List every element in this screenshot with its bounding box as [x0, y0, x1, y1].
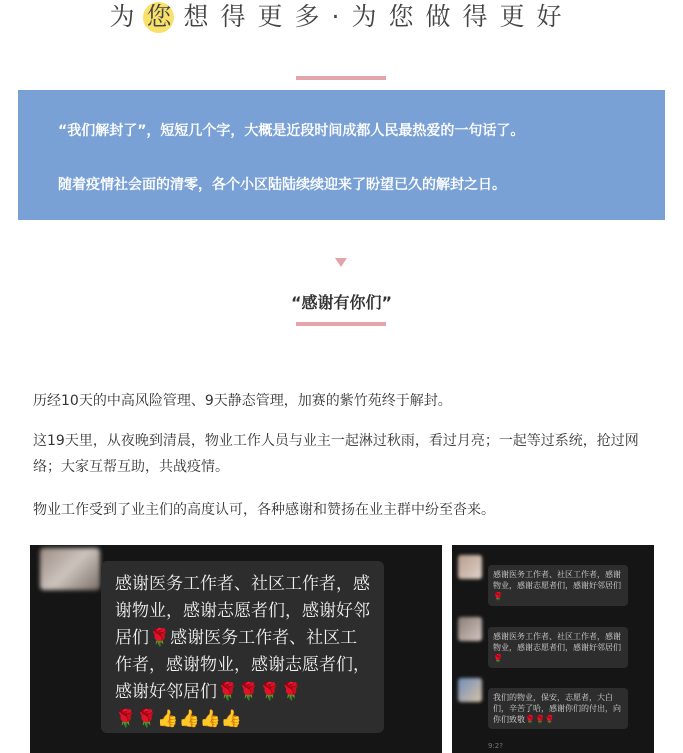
intro-line-2: 随着疫情社会面的清零，各个小区陆陆续续迎来了盼望已久的解封之日。: [58, 177, 506, 193]
slogan-highlight-char: 您: [146, 2, 184, 31]
divider-top: [296, 76, 386, 80]
avatar: [458, 555, 482, 579]
intro-line-1: “我们解封了”，短短几个字，大概是近段时间成都人民最热爱的一句话了。: [58, 123, 525, 139]
chat-message: 感谢医务工作者、社区工作者，感谢物业，感谢志愿者们，感谢好邻居们🌹: [493, 570, 621, 601]
chat-screenshot-right: [452, 545, 654, 753]
timestamp: 9:2?: [488, 742, 503, 750]
chat-message: 感谢医务工作者、社区工作者，感谢物业，感谢志愿者们，感谢好邻居们🌹感谢医务工作者、社区工作者，感谢物业，感谢志愿者们，感谢好邻居们🌹🌹🌹🌹: [115, 574, 370, 702]
divider-section: [296, 322, 386, 326]
chat-bubble: [488, 627, 628, 668]
avatar: [40, 548, 100, 590]
chat-bubble: [488, 565, 628, 606]
chat-message: 我们的物业，保安，志愿者，大白们，辛苦了哈，感谢你们的付出，向你们致敬🌹🌹🌹: [493, 693, 621, 724]
slogan-after: 想得更多·为您做得更好: [183, 2, 574, 31]
avatar: [458, 678, 482, 702]
triangle-down-icon: [335, 258, 347, 267]
slogan-highlight: [147, 0, 184, 34]
chat-bubble: [101, 561, 384, 733]
intro-box: [18, 90, 665, 220]
chat-message: 感谢医务工作者、社区工作者，感谢物业，感谢志愿者们，感谢好邻居们🌹: [493, 632, 621, 663]
section-title: “感谢有你们”: [290, 293, 393, 312]
chat-screenshot-left: [30, 545, 442, 753]
avatar: [458, 617, 482, 641]
slogan-before: 为: [109, 2, 147, 31]
paragraph-3: 物业工作受到了业主们的高度认可，各种感谢和赞扬在业主群中纷至沓来。: [33, 502, 495, 518]
paragraph-2: 这19天里，从夜晚到清晨，物业工作人员与业主一起淋过秋雨，看过月亮；一起等过系统，抢过网络；大家互帮互助，共战疫情。: [33, 433, 639, 475]
emoji-row: 🌹🌹👍👍👍👍: [115, 709, 243, 729]
slogan-header: [0, 0, 683, 40]
paragraph-1: 历经10天的中高风险管理、9天静态管理，加赛的紫竹苑终于解封。: [33, 393, 452, 409]
chat-bubble: [488, 688, 628, 729]
